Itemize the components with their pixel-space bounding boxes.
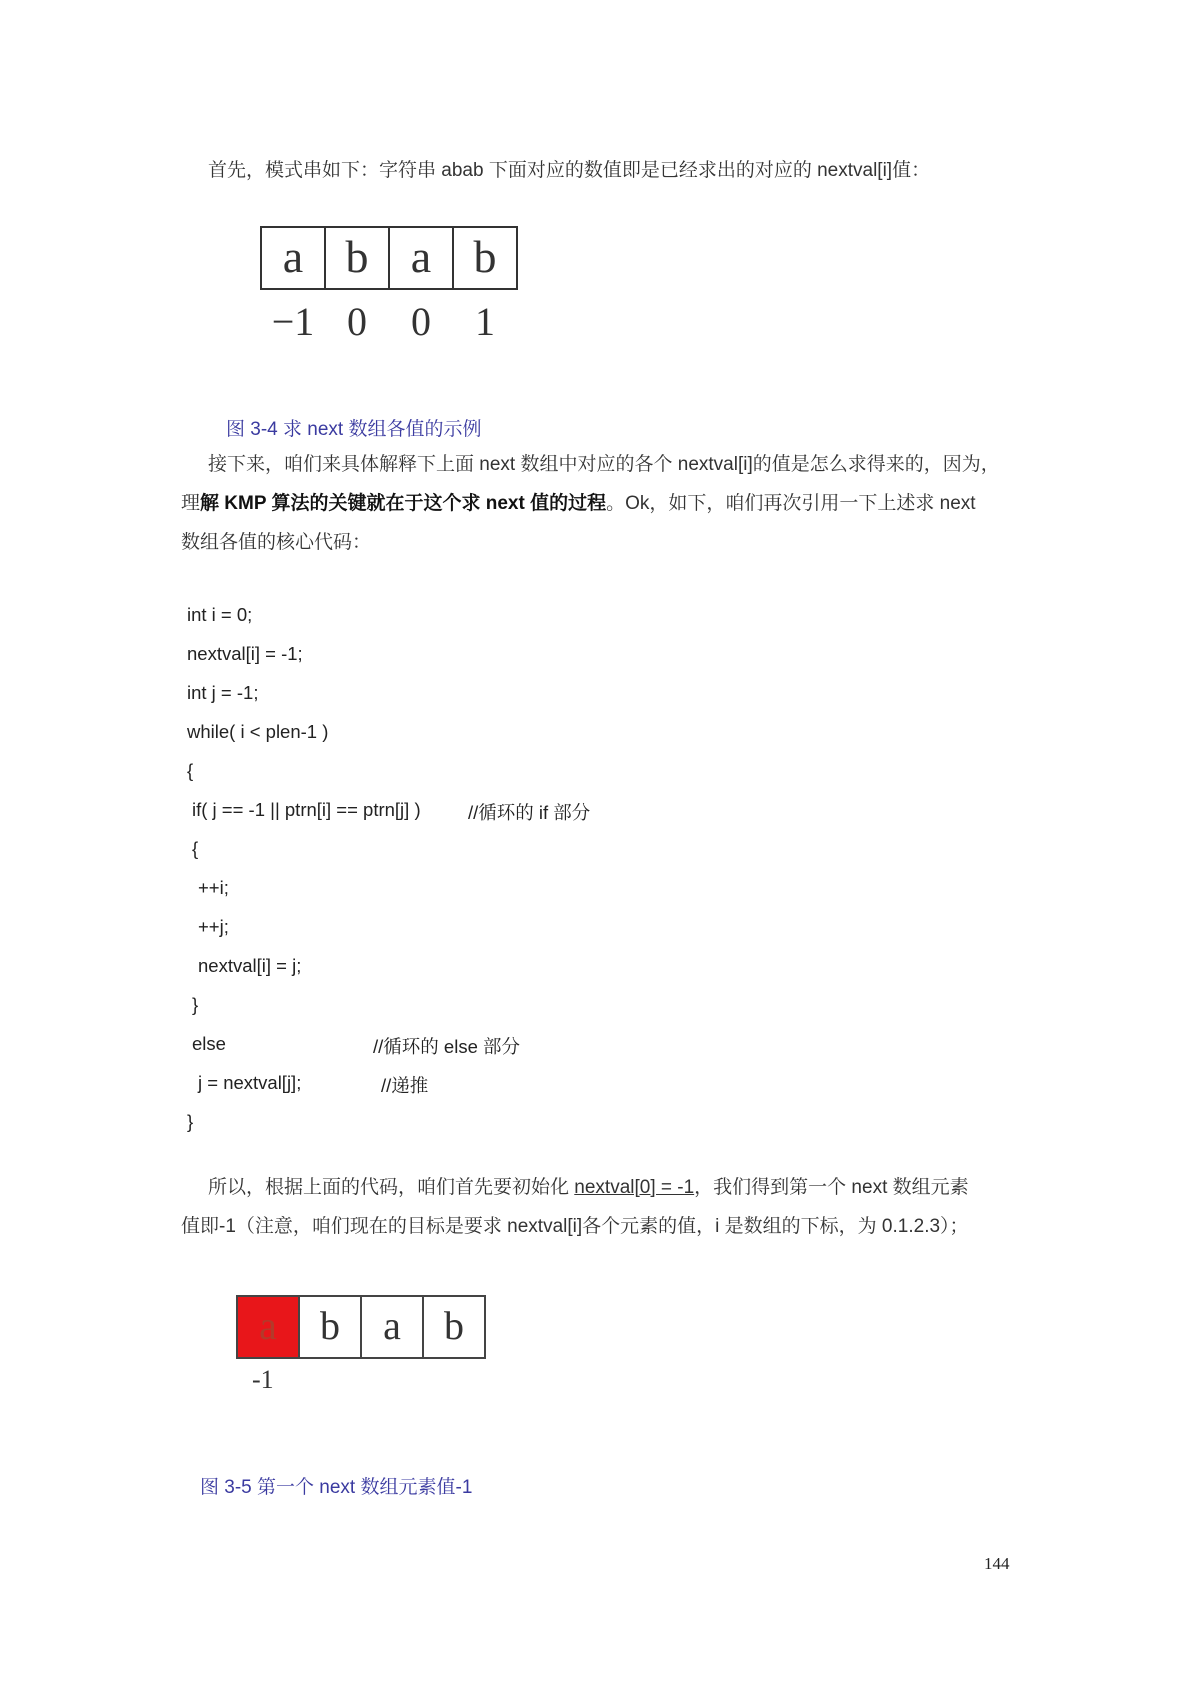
pattern-cell: a bbox=[360, 1295, 424, 1359]
intro-paragraph: 首先，模式串如下：字符串 abab 下面对应的数值即是已经求出的对应的 nextval[i]值： bbox=[208, 160, 931, 181]
pattern-cell: b bbox=[324, 226, 390, 290]
code-comment: //循环的 else 部分 bbox=[373, 1036, 520, 1057]
code-line: while( i < plen-1 ) bbox=[187, 721, 329, 742]
figure2-caption: 图 3-5 第一个 next 数组元素值-1 bbox=[200, 1477, 473, 1498]
pattern-cell: b bbox=[422, 1295, 486, 1359]
figure1-caption: 图 3-4 求 next 数组各值的示例 bbox=[226, 419, 482, 440]
pattern-cell: a bbox=[260, 226, 326, 290]
code-line: nextval[i] = j; bbox=[198, 955, 302, 976]
pattern-cell: b bbox=[298, 1295, 362, 1359]
pattern-cell: a bbox=[388, 226, 454, 290]
nextval-value: 0 bbox=[411, 299, 431, 344]
code-line: int j = -1; bbox=[187, 682, 259, 703]
code-comment: //循环的 if 部分 bbox=[468, 802, 591, 823]
code-comment: //递推 bbox=[381, 1075, 429, 1096]
para2-line2 bbox=[181, 485, 976, 523]
para3-line1-post: ，我们得到第一个 next 数组元素 bbox=[694, 1177, 969, 1198]
para2-line2-bold: 解 KMP 算法的关键就在于这个求 next 值的过程 bbox=[200, 493, 607, 514]
code-line: else bbox=[192, 1033, 226, 1054]
code-line: } bbox=[187, 1111, 194, 1132]
nextval-value: -1 bbox=[252, 1365, 274, 1394]
code-line: j = nextval[j]; bbox=[198, 1072, 302, 1093]
page-number: 144 bbox=[984, 1554, 1010, 1573]
nextval-value: 1 bbox=[475, 299, 495, 344]
para2-line2-post: 。Ok，如下，咱们再次引用一下上述求 next bbox=[606, 493, 976, 514]
highlighted-cell: a bbox=[236, 1295, 300, 1359]
code-line: { bbox=[187, 760, 194, 781]
nextval-init-link: nextval[0] = -1 bbox=[574, 1177, 695, 1198]
code-line: } bbox=[192, 994, 199, 1015]
para2-line1: 接下来，咱们来具体解释下上面 next 数组中对应的各个 nextval[i]的值是怎么求得来的，因为， bbox=[208, 454, 1000, 475]
nextval-value: 0 bbox=[347, 299, 367, 344]
para2-line2-pre: 理 bbox=[181, 493, 201, 514]
code-line: if( j == -1 || ptrn[i] == ptrn[j] ) bbox=[192, 799, 421, 820]
nextval-value: −1 bbox=[271, 299, 315, 344]
pattern-cell: b bbox=[452, 226, 518, 290]
code-line: int i = 0; bbox=[187, 604, 253, 625]
code-line: { bbox=[192, 838, 199, 859]
code-line: ++j; bbox=[198, 916, 229, 937]
para2-line3: 数组各值的核心代码： bbox=[181, 532, 372, 553]
para3-line2: 值即-1（注意，咱们现在的目标是要求 nextval[i]各个元素的值，i 是数组的下标，为 0.1.2.3）； bbox=[181, 1216, 969, 1237]
code-line: nextval[i] = -1; bbox=[187, 643, 303, 664]
para3-line1 bbox=[208, 1169, 969, 1207]
para3-line1-pre: 所以，根据上面的代码，咱们首先要初始化 bbox=[208, 1177, 575, 1198]
code-line: ++i; bbox=[198, 877, 229, 898]
